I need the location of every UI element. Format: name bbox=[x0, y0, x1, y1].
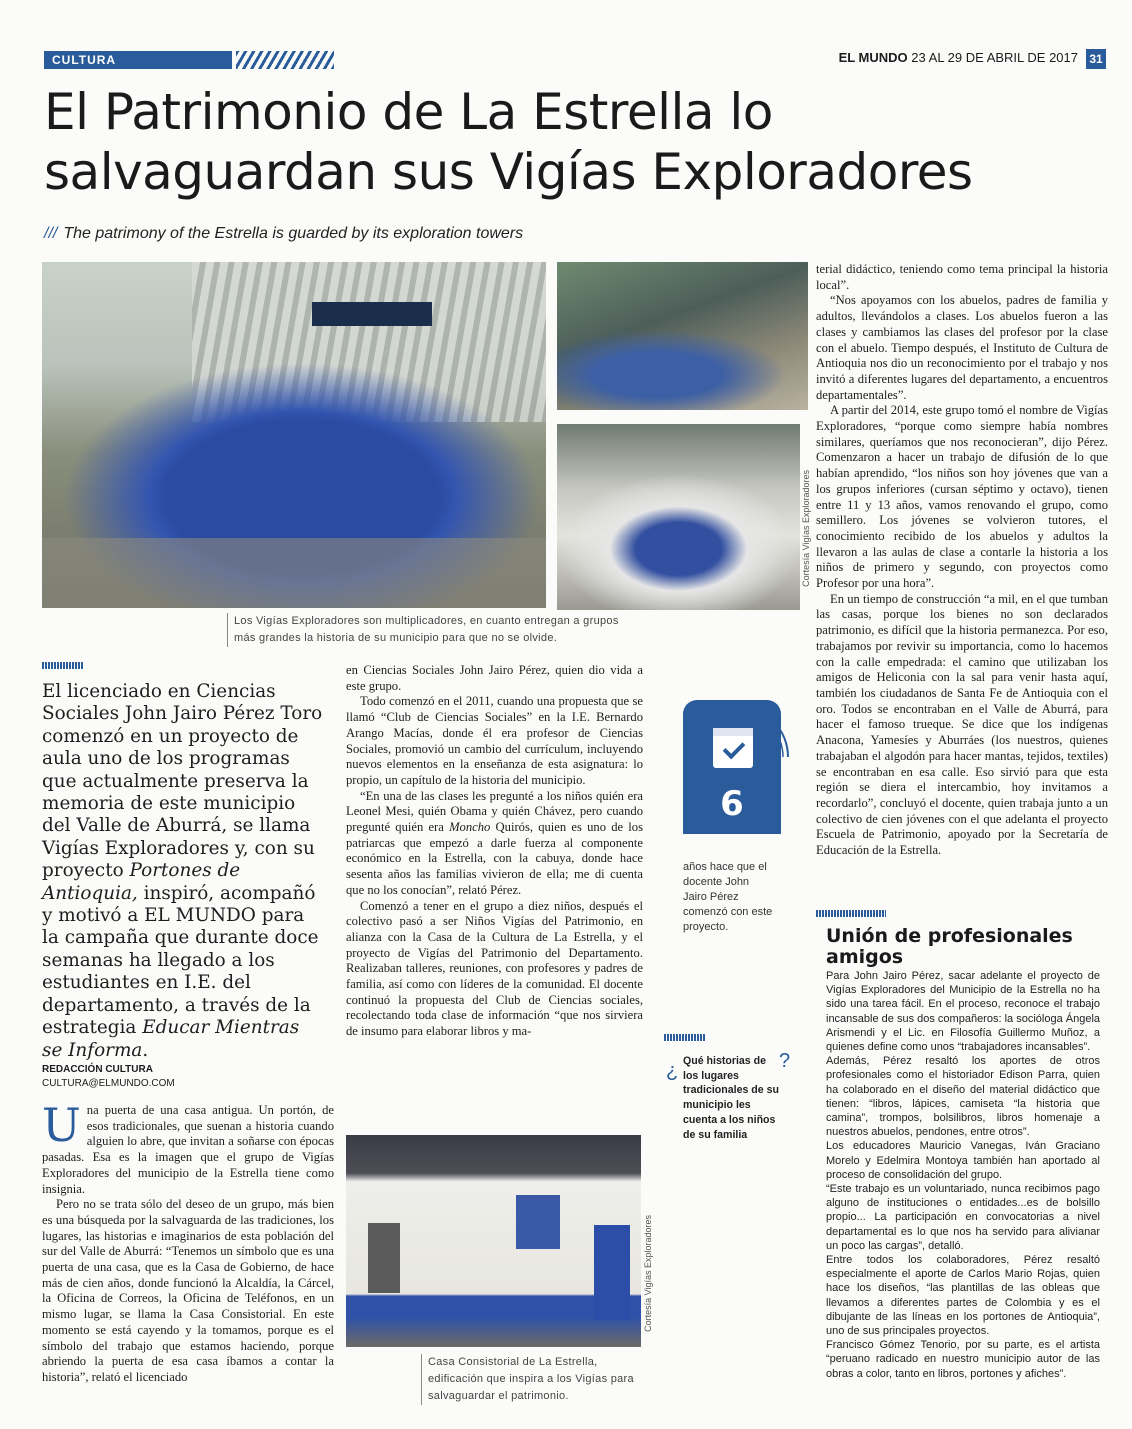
lead-rule bbox=[42, 662, 84, 669]
infographic-text: años hace que el docente John Jairo Pérez comenzó con este proyecto. bbox=[683, 861, 773, 933]
infographic-number: 6 bbox=[720, 784, 744, 824]
body-column-2 bbox=[346, 663, 643, 1040]
lead-text: El licenciado en Ciencias Sociales John Jairo Pérez Toro comenzó en un proyecto de aula uno de los programas que actualmente preserva la memoria de este municipio del Valle de Aburrá, se llama Vigías Exploradores y, con su proyecto bbox=[42, 681, 323, 882]
house-photo bbox=[346, 1135, 641, 1347]
photo-credit: Cortesía Vigías Exploradores bbox=[801, 470, 811, 587]
lead-text: inspiró, acompañó y motivó a EL MUNDO para la campaña que durante doce semanas ha llegado a los estudiantes en I.E. del departamento, a través de la estrategia bbox=[42, 882, 319, 1039]
body-paragraph: Comenzó a tener en el grupo a diez niños, después el colectivo pasó a ser Niños Vigías del Patrimonio, en alianza con la Casa de la Cultura de La Estrella, y el proyecto de Vigías del Patrimonio del Departamento. Realizaban talleres, reuniones, con profesores y padres de familia, así como con líderes de la comunidad. El docente continuó la propuesta del Club de Ciencias sociales, recolectando toda clase de información “que nos sirviera de insumo para elaborar libros y ma- bbox=[346, 898, 643, 1039]
body-column-1 bbox=[42, 1098, 334, 1386]
question-text: Qué historias de los lugares tradicionales de su municipio les cuenta a los niños de su familia bbox=[683, 1055, 779, 1141]
sidebar-title: Unión de profesionales amigos bbox=[826, 925, 1073, 968]
body-paragraph: Todo comenzó en el 2011, cuando una propuesta que se llamó “Club de Ciencias Sociales” en la I.E. Bernardo Arango Macías, donde él era profesor de Ciencias Sociales, promovió un cambio del currículum, incluyendo nuevos elementos en la enseñanza de esta asignatura: lo propio, un capítulo de la historia del municipio. bbox=[346, 694, 643, 787]
masthead bbox=[839, 50, 1078, 65]
section-tag: CULTURA bbox=[44, 51, 232, 69]
classroom-photo bbox=[557, 262, 808, 410]
calendar-check-icon bbox=[713, 728, 753, 768]
body-paragraph: Pero no se trata sólo del deseo de un grupo, más bien es una búsqueda por la salvaguarda de las tradiciones, los lugares, las historias e imaginarios de esta población del sur del Valle de Aburrá: “Tenemos un símbolo que es una puerta de una casa, que es la Casa de Gobierno, de hace más de cien años, donde funcionó la Alcaldía, la Cárcel, la Oficina de Correos, la Oficina de Teléfonos, en un mismo lugar, se llama la Casa Consistorial. En este momento se está cayendo y la tomamos, porque es el símbolo del trabajo que estamos haciendo, porque abriendo la puerta de esa casa íbamos a contar la historia”, relató el licenciado bbox=[42, 1197, 334, 1384]
body-paragraph: terial didáctico, teniendo como tema principal la historia local”. bbox=[816, 262, 1108, 292]
lead-project: Portones de Antioquia, bbox=[42, 860, 241, 904]
subhead-text: The patrimony of the Estrella is guarded by its exploration towers bbox=[63, 225, 524, 242]
sidebar-body bbox=[826, 969, 1100, 1381]
byline-author: REDACCIÓN CULTURA bbox=[42, 1064, 153, 1075]
lead-text: . bbox=[142, 1039, 149, 1061]
subhead-slashes: /// bbox=[44, 225, 58, 242]
question-close-mark: ? bbox=[779, 1050, 791, 1072]
body-paragraph: A partir del 2014, este grupo tomó el nombre de Vigías Exploradores, “porque como siempre había nombres similares, queríamos que nos reconocieran”, dijo Pérez. Comenzaron a hacer un trabajo de difusión de lo que habían aprendido, “los niños son hoy jóvenes que van a los grupos inferiores (cursan séptimo y octavo), tienen entre 11 y 13 años, vamos renovando el grupo, como semillero. Los jóvenes se volvieron tutores, el conocimiento recibido de los abuelos y adultos la llevaron a las aulas de clase a contarle la historia a los niños de primero y segundo, con proyectos como Profesor por una hora”. bbox=[816, 403, 1108, 591]
photo-credit: Cortesía Vigías Exploradores bbox=[643, 1215, 653, 1332]
newspaper-name: EL MUNDO bbox=[838, 50, 908, 65]
question-open-mark: ¿ bbox=[666, 1060, 679, 1082]
group-photo bbox=[42, 262, 546, 608]
sidebar-paragraph: Además, Pérez resaltó los aportes de otros profesionales como el historiador Edison Parra, quien ha colaborado en el diseño del material didáctico que tienen: “libros, lápices, camiseta “la historia que camina”, trompos, bolsilibros, libros homenaje a nuestros abuelos, pendones, entre otros”. bbox=[826, 1055, 1100, 1139]
subheadline bbox=[44, 225, 523, 243]
body-paragraph: “En una de las clases les pregunté a los niños quién era Leonel Mesi, quién Obama y quién Chávez, pero cuando pregunté quién era Moncho Quirós, quien es uno de los patriarcas que empezó a darle fuerza al componente económico en la Estrella, con la cabuya, donde hace sesenta años las familias vivieron de ella; me di cuenta que no los conocían”, relató Pérez. bbox=[346, 788, 644, 897]
lead-strategy: Educar Mientras se Informa bbox=[42, 1017, 300, 1061]
photo-caption-house: Casa Consistorial de La Estrella, edificación que inspira a los Vigías para salvaguardar el patrimonio. bbox=[421, 1354, 638, 1405]
sidebar-paragraph: Entre todos los colaboradores, Pérez resaltó especialmente el aporte de Carlos Mario Rojas, quien hace los diseños, “las plantillas de las obleas que llevamos a diferentes partes de Colombia y es el dibujante de las líneas en los portones de Antioquia”, uno de sus principales proyectos. bbox=[826, 1254, 1100, 1338]
question-rule bbox=[664, 1034, 706, 1041]
sidebar-rule bbox=[816, 910, 886, 917]
body-column-3 bbox=[816, 262, 1108, 859]
section-hatch-decoration bbox=[236, 51, 334, 69]
sidebar-paragraph: Los educadores Mauricio Vanegas, Iván Graciano Morelo y Edelmira Montoya también han aportado al proceso de consolidación del grupo. bbox=[826, 1140, 1100, 1181]
lead-paragraph bbox=[42, 681, 324, 1062]
sidebar-paragraph: Francisco Gómez Tenorio, por su parte, es el artista “peruano radicado en nuestro municipio autor de las obras a color, tanto en libros, portones y afiches”. bbox=[826, 1339, 1100, 1380]
byline-email[interactable]: CULTURA@ELMUNDO.COM bbox=[42, 1078, 175, 1089]
sidebar-paragraph: “Este trabajo es un voluntariado, nunca recibimos pago alguno de instituciones o entidades...es de bolsillo propio... La participación en convocatorias a nivel departamental es lo que nos ha servido para alivianar un poco las cargas”, detalló. bbox=[826, 1183, 1100, 1252]
issue-date: 23 AL 29 DE ABRIL DE 2017 bbox=[911, 50, 1078, 65]
body-paragraph: “Nos apoyamos con los abuelos, padres de familia y adultos, llevándolos a clases. Los abuelos fueron a las clases y cambiamos las clases del profesor por la clase con el abuelo. Tiempo después, el Instituto de Cultura de Antioquia nos dio un reconocimiento por el trabajo y nos invitó a diferentes lugares del departamento, a encuentros departamentales”. bbox=[816, 293, 1108, 402]
page-number: 31 bbox=[1086, 49, 1106, 69]
courtyard-photo bbox=[557, 424, 800, 610]
photo-caption-group: Los Vigías Exploradores son multiplicadores, en cuanto entregan a grupos más grandes la historia de su municipio para que no se olvide. bbox=[227, 613, 634, 647]
body-paragraph: en Ciencias Sociales John Jairo Pérez, quien dio vida a este grupo. bbox=[346, 663, 643, 693]
headline: El Patrimonio de La Estrella lo salvaguardan sus Vigías Exploradores bbox=[44, 83, 973, 201]
drop-cap: U bbox=[42, 1098, 81, 1152]
body-paragraph: En un tiempo de construcción “a mil, en el que tumban las casas, porque los bienes no son declarados patrimonio, es difícil que la historia permanezca. Por eso, trabajamos por revivir su importancia, como lo hacemos con la calle empedrada: el camino que utilizaban los amigos de Heliconia con la sal para venir hasta aquí, también los ciudadanos de Santa Fe de Antioquia con el oro. Todos se encontraban en el Valle de Aburrá, para hacer el famoso trueque. Se dice que los indígenas Anacona, Yamesíes y Aburráes (los nuestros, quienes trabajaban el algodón para hacer mantas, tejidos, textiles) se encontraban en esa calle. Eso sirvió para que esta región se diera el intercambio, hoy invitamos a recordarlo”, concluyó el docente, quien trabaja junto a un colectivo de cien jóvenes con el que adelanta el proyecto Escuela de Patrimonio, apoyado por la Secretaría de Educación de la Estrella. bbox=[816, 591, 1108, 858]
body-paragraph: na puerta de una casa antigua. Un portón, de esos tradicionales, que suenan a historia cuando alguien lo abre, que invitan a soñarse con épocas pasadas. Esa es la imagen que el grupo de Vigías Exploradores del municipio de la Estrella tiene como insignia. bbox=[42, 1103, 334, 1196]
sidebar-paragraph: Para John Jairo Pérez, sacar adelante el proyecto de Vigías Exploradores del Municipio de la Estrella no ha sido una tarea fácil. En el proceso, reconoce el trabajo incansable de sus dos compañeros: la socióloga Ángela Arismendi y el Lic. en Filosofía Guillermo Muñoz, a quienes define como unos “trabajadores incansables”. bbox=[826, 970, 1100, 1054]
